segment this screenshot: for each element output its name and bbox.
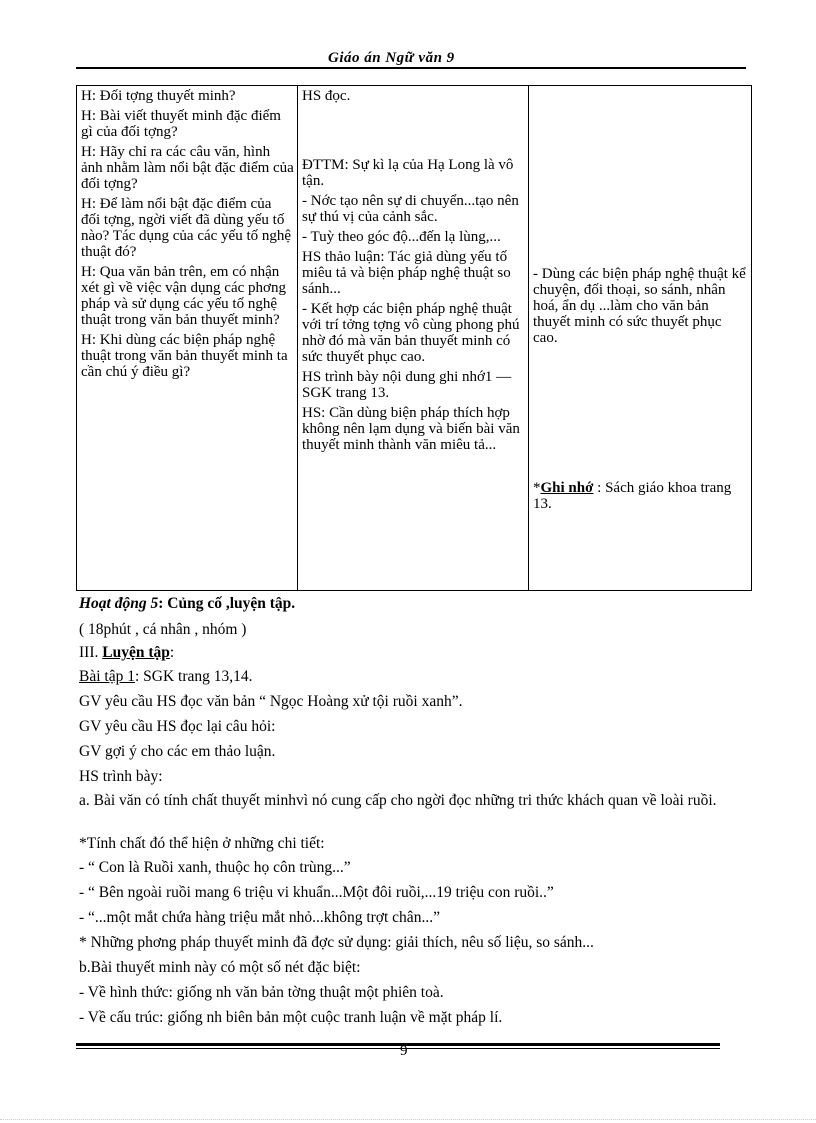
body-line-9: - “...một mắt chứa hàng triệu mắt nhỏ...không trợt chân...”	[79, 909, 440, 926]
answer-8: HS: Cần dùng biện pháp thích hợp không nên lạm dụng và biến bài văn thuyết minh thành văn miêu tả...	[302, 405, 520, 453]
answer-5: HS thảo luận: Tác giả dùng yếu tố miêu tả và biện pháp nghệ thuật so sánh...	[302, 249, 511, 297]
questions-column	[77, 86, 298, 591]
body-line-5: a. Bài văn có tính chất thuyết minhvì nó cung cấp cho ngời đọc những tri thức khách quan về loài ruồi.	[79, 792, 717, 809]
activity-heading	[79, 594, 295, 613]
section-suffix: :	[169, 644, 175, 661]
page-edge	[0, 1119, 816, 1120]
activity-label: Hoạt động 5	[79, 595, 159, 612]
activity-meta: ( 18phút , cá nhân , nhóm )	[79, 621, 247, 638]
activity-text: : Củng cố ,luyện tập.	[158, 595, 296, 612]
conclusion-text: - Dùng các biện pháp nghệ thuật kể chuyện, đối thoại, so sánh, nhân hoá, ẩn dụ ...làm cho văn bản thuyết minh có sức thuyết phục cao.	[533, 266, 746, 346]
body-line-1: GV yêu cầu HS đọc văn bản “ Ngọc Hoàng xử tội ruồi xanh”.	[79, 693, 463, 710]
exercise-line	[79, 667, 253, 686]
note-label: Ghi nhớ	[540, 480, 594, 496]
question-1: H: Đối tợng thuyết minh?	[81, 88, 236, 104]
answer-2: ĐTTM: Sự kì lạ của Hạ Long là vô tận.	[302, 157, 514, 189]
note-star: *	[533, 480, 541, 496]
body-line-12: - Về hình thức: giống nh văn bản tờng thuật một phiên toà.	[79, 984, 444, 1001]
body-line-11: b.Bài thuyết minh này có một số nét đặc biệt:	[79, 959, 361, 976]
answer-1: HS đọc.	[302, 88, 351, 104]
answer-7: HS trình bày nội dung ghi nhớ1 — SGK trang 13.	[302, 369, 512, 401]
question-5: H: Qua văn bản trên, em có nhận xét gì về việc vận dụng các phơng pháp và sử dụng các yếu tố nghệ thuật trong văn bản thuyết minh?	[81, 264, 286, 328]
question-2: H: Bài viết thuyết minh đặc điểm gì của đối tợng?	[81, 108, 281, 140]
section-title: Luyện tập	[102, 644, 170, 661]
header-rule	[76, 67, 746, 69]
question-3: H: Hãy chỉ ra các câu văn, hình ảnh nhằm làm nổi bật đặc điểm của đối tợng?	[81, 144, 294, 192]
page-number: 9	[400, 1043, 408, 1059]
exercise-label: Bài tập 1	[79, 668, 135, 685]
answer-3: - Nớc tạo nên sự di chuyển...tạo nên sự thú vị của cảnh sắc.	[302, 193, 519, 225]
question-6: H: Khi dùng các biện pháp nghệ thuật trong văn bản thuyết minh ta cần chú ý điều gì?	[81, 332, 288, 380]
body-line-8: - “ Bên ngoài ruồi mang 6 triệu vi khuẩn...Một đôi ruồi,...19 triệu con ruồi..”	[79, 884, 554, 901]
section-heading	[79, 643, 174, 662]
footer-rule-thin	[76, 1048, 720, 1049]
body-line-13: - Về cấu trúc: giống nh biên bản một cuộc tranh luận về mặt pháp lí.	[79, 1009, 503, 1026]
conclusion-column	[529, 86, 752, 591]
answers-column	[298, 86, 529, 591]
question-4: H: Để làm nổi bật đặc điểm của đối tợng, ngời viết đã dùng yếu tố nào? Tác dụng của các yếu tố nghệ thuật đó?	[81, 196, 292, 260]
body-line-2: GV yêu cầu HS đọc lại câu hỏi:	[79, 718, 276, 735]
note-text	[533, 480, 748, 512]
body-line-3: GV gợi ý cho các em thảo luận.	[79, 743, 276, 760]
footer-rule-thick	[76, 1043, 720, 1046]
exercise-text: : SGK trang 13,14.	[134, 668, 253, 685]
body-line-6: *Tính chất đó thể hiện ở những chi tiết:	[79, 835, 325, 852]
section-prefix: III.	[79, 644, 103, 661]
header-title: Giáo án Ngữ văn 9	[328, 50, 455, 66]
answer-6: - Kết hợp các biện pháp nghệ thuật với trí tởng tợng vô cùng phong phú nhờ đó mà văn bản thuyết minh có sức thuyết phục cao.	[302, 301, 520, 365]
body-line-4: HS trình bày:	[79, 768, 163, 785]
body-line-7: - “ Con là Ruồi xanh, thuộc họ côn trùng...”	[79, 859, 351, 876]
body-line-10: * Những phơng pháp thuyết minh đã đợc sử dụng: giải thích, nêu số liệu, so sánh...	[79, 934, 594, 951]
lesson-table	[76, 85, 752, 591]
note-body: : Sách giáo khoa trang 13.	[533, 480, 732, 512]
answer-4: - Tuỳ theo góc độ...đến lạ lùng,...	[302, 229, 501, 245]
